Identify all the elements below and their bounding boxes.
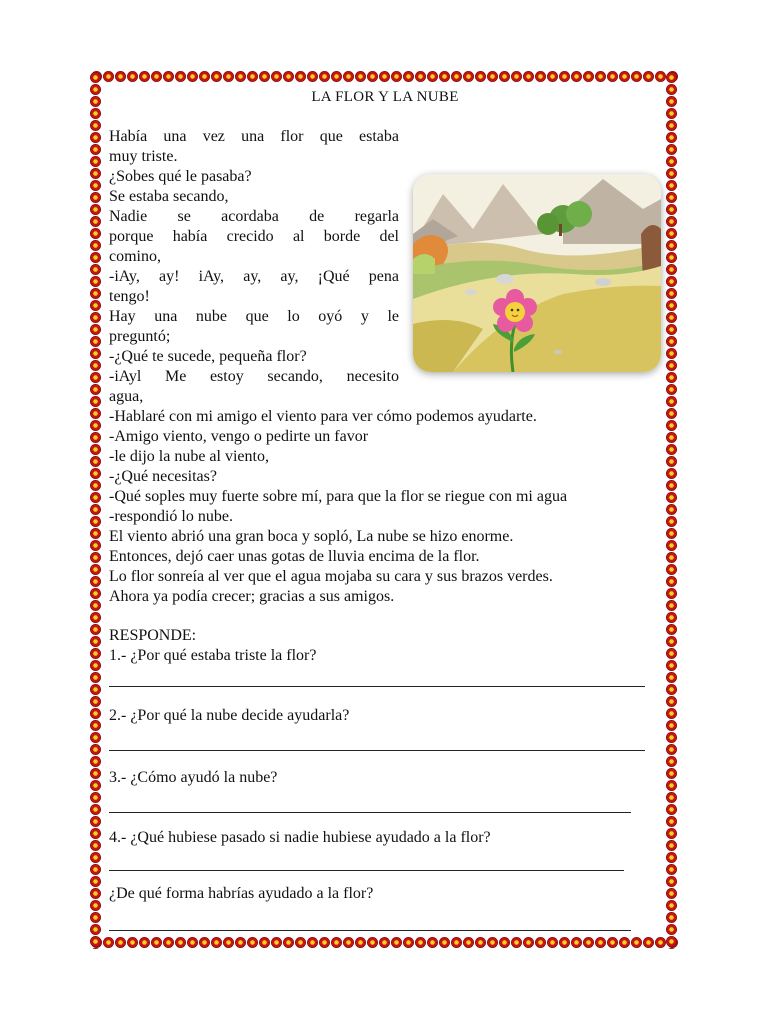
border-flower-icon	[666, 804, 677, 815]
border-flower-icon	[439, 937, 450, 948]
border-flower-icon	[547, 71, 558, 82]
story-line: -Qué soples muy fuerte sobre mí, para que la flor se riegue con mi agua	[109, 488, 568, 505]
border-flower-icon	[199, 937, 210, 948]
border-flower-icon	[90, 456, 101, 467]
border-flower-icon	[90, 468, 101, 479]
border-flower-icon	[283, 71, 294, 82]
story-line: muy triste.	[109, 148, 178, 165]
border-flower-icon	[163, 937, 174, 948]
border-flower-icon	[90, 516, 101, 527]
border-flower-icon	[90, 96, 101, 107]
border-flower-icon	[271, 71, 282, 82]
border-flower-icon	[666, 900, 677, 911]
border-flower-icon	[367, 71, 378, 82]
border-flower-icon	[90, 864, 101, 875]
border-flower-icon	[666, 948, 677, 950]
border-flower-icon	[595, 937, 606, 948]
border-flower-icon	[571, 937, 582, 948]
border-flower-icon	[259, 937, 270, 948]
border-flower-icon	[151, 71, 162, 82]
border-flower-icon	[666, 696, 677, 707]
story-line: Se estaba secando,	[109, 188, 229, 205]
border-flower-icon	[666, 864, 677, 875]
border-flower-icon	[295, 937, 306, 948]
border-flower-icon	[90, 756, 101, 767]
border-flower-icon	[475, 71, 486, 82]
story-line: Hay una nube que lo oyó y le	[109, 308, 399, 325]
answer-line-1	[109, 686, 645, 687]
border-flower-icon	[655, 71, 666, 82]
border-flower-icon	[90, 816, 101, 827]
story-line: preguntó;	[109, 328, 171, 345]
border-flower-icon	[355, 71, 366, 82]
border-flower-icon	[90, 900, 101, 911]
border-flower-icon	[90, 552, 101, 563]
border-flower-icon	[90, 528, 101, 539]
border-flower-icon	[666, 876, 677, 887]
border-flower-icon	[90, 828, 101, 839]
border-flower-icon	[666, 624, 677, 635]
border-flower-icon	[90, 192, 101, 203]
border-flower-icon	[90, 120, 101, 131]
border-flower-icon	[666, 72, 677, 83]
flower-meadow-illustration	[413, 174, 661, 372]
border-flower-icon	[90, 804, 101, 815]
border-flower-icon	[655, 937, 666, 948]
border-flower-icon	[90, 396, 101, 407]
border-flower-icon	[511, 937, 522, 948]
border-flower-icon	[379, 937, 390, 948]
border-flower-icon	[666, 336, 677, 347]
answer-line-2	[109, 750, 645, 751]
border-flower-icon	[475, 937, 486, 948]
border-flower-icon	[666, 252, 677, 263]
border-flower-icon	[90, 492, 101, 503]
border-flower-icon	[90, 840, 101, 851]
border-flower-icon	[463, 937, 474, 948]
border-flower-icon	[666, 372, 677, 383]
border-flower-icon	[90, 792, 101, 803]
border-flower-icon	[499, 937, 510, 948]
border-flower-icon	[666, 600, 677, 611]
border-flower-icon	[90, 912, 101, 923]
border-flower-icon	[666, 840, 677, 851]
story-line: -le dijo la nube al viento,	[109, 448, 269, 465]
border-flower-icon	[403, 71, 414, 82]
border-flower-icon	[90, 948, 101, 950]
border-flower-icon	[90, 504, 101, 515]
border-flower-icon	[283, 937, 294, 948]
border-flower-icon	[666, 192, 677, 203]
border-flower-icon	[511, 71, 522, 82]
border-flower-icon	[427, 937, 438, 948]
border-flower-icon	[307, 937, 318, 948]
border-flower-icon	[451, 71, 462, 82]
border-flower-icon	[666, 492, 677, 503]
story-line: -¿Qué necesitas?	[109, 468, 217, 485]
story-line: Lo flor sonreía al ver que el agua mojaba su cara y sus brazos verdes.	[109, 568, 553, 585]
border-flower-icon	[666, 828, 677, 839]
border-flower-icon	[90, 336, 101, 347]
border-flower-icon	[103, 71, 114, 82]
border-flower-icon	[571, 71, 582, 82]
page-border-right	[666, 71, 678, 949]
border-flower-icon	[547, 937, 558, 948]
border-flower-icon	[90, 708, 101, 719]
border-flower-icon	[90, 288, 101, 299]
border-flower-icon	[666, 588, 677, 599]
story-line: Nadie se acordaba de regarla	[109, 208, 399, 225]
border-flower-icon	[666, 768, 677, 779]
border-flower-icon	[139, 71, 150, 82]
border-flower-icon	[666, 888, 677, 899]
border-flower-icon	[643, 937, 654, 948]
story-line: tengo!	[109, 288, 150, 305]
border-flower-icon	[666, 156, 677, 167]
border-flower-icon	[151, 937, 162, 948]
border-flower-icon	[666, 720, 677, 731]
border-flower-icon	[139, 937, 150, 948]
page-border-left	[90, 71, 102, 949]
border-flower-icon	[391, 71, 402, 82]
border-flower-icon	[90, 588, 101, 599]
border-flower-icon	[666, 408, 677, 419]
border-flower-icon	[666, 660, 677, 671]
border-flower-icon	[535, 937, 546, 948]
question-5: ¿De qué forma habrías ayudado a la flor?	[109, 885, 374, 902]
border-flower-icon	[666, 168, 677, 179]
border-flower-icon	[666, 108, 677, 119]
border-flower-icon	[666, 204, 677, 215]
border-flower-icon	[666, 528, 677, 539]
border-flower-icon	[487, 937, 498, 948]
border-flower-icon	[666, 612, 677, 623]
border-flower-icon	[187, 937, 198, 948]
border-flower-icon	[666, 348, 677, 359]
border-flower-icon	[90, 936, 101, 947]
border-flower-icon	[211, 937, 222, 948]
border-flower-icon	[666, 240, 677, 251]
respond-heading: RESPONDE:	[109, 627, 197, 644]
border-flower-icon	[607, 71, 618, 82]
border-flower-icon	[115, 937, 126, 948]
border-flower-icon	[90, 648, 101, 659]
border-flower-icon	[666, 228, 677, 239]
border-flower-icon	[90, 276, 101, 287]
border-flower-icon	[666, 120, 677, 131]
border-flower-icon	[666, 432, 677, 443]
border-flower-icon	[90, 84, 101, 95]
story-line: -¿Qué te sucede, pequeña flor?	[109, 348, 307, 365]
border-flower-icon	[583, 71, 594, 82]
border-flower-icon	[307, 71, 318, 82]
border-flower-icon	[666, 912, 677, 923]
border-flower-icon	[90, 216, 101, 227]
border-flower-icon	[666, 648, 677, 659]
border-flower-icon	[666, 396, 677, 407]
story-line: -iAyl Me estoy secando, necesito	[109, 368, 399, 385]
story-line: Había una vez una flor que estaba	[109, 128, 399, 145]
border-flower-icon	[90, 384, 101, 395]
story-line: -iAy, ay! iAy, ay, ay, ¡Qué pena	[109, 268, 399, 285]
border-flower-icon	[666, 636, 677, 647]
border-flower-icon	[415, 937, 426, 948]
border-flower-icon	[103, 937, 114, 948]
border-flower-icon	[90, 696, 101, 707]
border-flower-icon	[666, 216, 677, 227]
question-2: 2.- ¿Por qué la nube decide ayudarla?	[109, 707, 350, 724]
border-flower-icon	[666, 444, 677, 455]
story-line: Ahora ya podía crecer; gracias a sus amigos.	[109, 588, 395, 605]
border-flower-icon	[115, 71, 126, 82]
border-flower-icon	[379, 71, 390, 82]
border-flower-icon	[199, 71, 210, 82]
story-line: -Amigo viento, vengo o pedirte un favor	[109, 428, 369, 445]
border-flower-icon	[666, 420, 677, 431]
border-flower-icon	[666, 84, 677, 95]
border-flower-icon	[90, 672, 101, 683]
border-flower-icon	[415, 71, 426, 82]
border-flower-icon	[666, 276, 677, 287]
border-flower-icon	[499, 71, 510, 82]
story-title: LA FLOR Y LA NUBE	[311, 89, 459, 105]
story-line: -Hablaré con mi amigo el viento para ver cómo podemos ayudarte.	[109, 408, 537, 425]
border-flower-icon	[427, 71, 438, 82]
question-4: 4.- ¿Qué hubiese pasado si nadie hubiese ayudado a la flor?	[109, 829, 491, 846]
border-flower-icon	[90, 132, 101, 143]
story-line: ¿Sobes qué le pasaba?	[109, 168, 252, 185]
border-flower-icon	[343, 71, 354, 82]
border-flower-icon	[90, 924, 101, 935]
border-flower-icon	[666, 744, 677, 755]
border-flower-icon	[631, 937, 642, 948]
border-flower-icon	[666, 780, 677, 791]
border-flower-icon	[559, 71, 570, 82]
border-flower-icon	[90, 744, 101, 755]
border-flower-icon	[666, 324, 677, 335]
border-flower-icon	[90, 852, 101, 863]
border-flower-icon	[90, 420, 101, 431]
border-flower-icon	[247, 71, 258, 82]
question-3: 3.- ¿Cómo ayudó la nube?	[109, 769, 278, 786]
border-flower-icon	[463, 71, 474, 82]
border-flower-icon	[451, 937, 462, 948]
page-border-bottom	[90, 937, 678, 949]
border-flower-icon	[666, 756, 677, 767]
border-flower-icon	[666, 792, 677, 803]
border-flower-icon	[487, 71, 498, 82]
border-flower-icon	[559, 937, 570, 948]
border-flower-icon	[90, 348, 101, 359]
border-flower-icon	[666, 516, 677, 527]
border-flower-icon	[90, 312, 101, 323]
border-flower-icon	[235, 71, 246, 82]
border-flower-icon	[666, 672, 677, 683]
border-flower-icon	[666, 576, 677, 587]
border-flower-icon	[523, 937, 534, 948]
border-flower-icon	[666, 504, 677, 515]
border-flower-icon	[666, 684, 677, 695]
border-flower-icon	[90, 156, 101, 167]
border-flower-icon	[90, 780, 101, 791]
border-flower-icon	[90, 324, 101, 335]
border-flower-icon	[90, 228, 101, 239]
border-flower-icon	[90, 612, 101, 623]
story-line: agua,	[109, 388, 144, 405]
border-flower-icon	[90, 876, 101, 887]
border-flower-icon	[187, 71, 198, 82]
border-flower-icon	[90, 540, 101, 551]
border-flower-icon	[666, 924, 677, 935]
border-flower-icon	[90, 432, 101, 443]
border-flower-icon	[90, 720, 101, 731]
border-flower-icon	[331, 937, 342, 948]
story-line: El viento abrió una gran boca y sopló, La nube se hizo enorme.	[109, 528, 514, 545]
border-flower-icon	[666, 264, 677, 275]
border-flower-icon	[343, 937, 354, 948]
border-flower-icon	[90, 444, 101, 455]
border-flower-icon	[211, 71, 222, 82]
border-flower-icon	[619, 71, 630, 82]
border-flower-icon	[666, 132, 677, 143]
border-flower-icon	[666, 96, 677, 107]
border-flower-icon	[90, 168, 101, 179]
answer-line-5	[109, 930, 631, 931]
story-line: -respondió lo nube.	[109, 508, 233, 525]
border-flower-icon	[439, 71, 450, 82]
border-flower-icon	[223, 71, 234, 82]
border-flower-icon	[666, 468, 677, 479]
border-flower-icon	[90, 360, 101, 371]
border-flower-icon	[666, 480, 677, 491]
page-border-top	[90, 71, 678, 83]
border-flower-icon	[90, 576, 101, 587]
border-flower-icon	[666, 144, 677, 155]
border-flower-icon	[90, 660, 101, 671]
border-flower-icon	[367, 937, 378, 948]
story-line: porque había crecido al borde del	[109, 228, 399, 245]
border-flower-icon	[666, 360, 677, 371]
border-flower-icon	[90, 204, 101, 215]
answer-line-4	[109, 870, 624, 871]
border-flower-icon	[175, 71, 186, 82]
border-flower-icon	[666, 708, 677, 719]
border-flower-icon	[666, 564, 677, 575]
border-flower-icon	[90, 408, 101, 419]
border-flower-icon	[666, 732, 677, 743]
border-flower-icon	[90, 72, 101, 83]
border-flower-icon	[127, 937, 138, 948]
border-flower-icon	[319, 937, 330, 948]
border-flower-icon	[666, 384, 677, 395]
border-flower-icon	[90, 564, 101, 575]
border-flower-icon	[127, 71, 138, 82]
border-flower-icon	[90, 636, 101, 647]
border-flower-icon	[666, 180, 677, 191]
border-flower-icon	[90, 732, 101, 743]
border-flower-icon	[247, 937, 258, 948]
border-flower-icon	[666, 552, 677, 563]
border-flower-icon	[666, 456, 677, 467]
border-flower-icon	[666, 936, 677, 947]
border-flower-icon	[175, 937, 186, 948]
border-flower-icon	[619, 937, 630, 948]
border-flower-icon	[163, 71, 174, 82]
border-flower-icon	[666, 312, 677, 323]
border-flower-icon	[295, 71, 306, 82]
border-flower-icon	[583, 937, 594, 948]
border-flower-icon	[90, 180, 101, 191]
border-flower-icon	[595, 71, 606, 82]
border-flower-icon	[90, 144, 101, 155]
border-flower-icon	[666, 300, 677, 311]
border-flower-icon	[90, 300, 101, 311]
border-flower-icon	[666, 852, 677, 863]
border-flower-icon	[331, 71, 342, 82]
border-flower-icon	[90, 480, 101, 491]
border-flower-icon	[259, 71, 270, 82]
border-flower-icon	[535, 71, 546, 82]
border-flower-icon	[607, 937, 618, 948]
border-flower-icon	[631, 71, 642, 82]
border-flower-icon	[90, 108, 101, 119]
border-flower-icon	[666, 288, 677, 299]
border-flower-icon	[90, 252, 101, 263]
border-flower-icon	[391, 937, 402, 948]
border-flower-icon	[90, 684, 101, 695]
border-flower-icon	[403, 937, 414, 948]
border-flower-icon	[90, 240, 101, 251]
border-flower-icon	[666, 816, 677, 827]
story-line: comino,	[109, 248, 161, 265]
border-flower-icon	[666, 540, 677, 551]
border-flower-icon	[355, 937, 366, 948]
border-flower-icon	[319, 71, 330, 82]
border-flower-icon	[90, 888, 101, 899]
border-flower-icon	[223, 937, 234, 948]
border-flower-icon	[523, 71, 534, 82]
border-flower-icon	[90, 600, 101, 611]
border-flower-icon	[90, 372, 101, 383]
border-flower-icon	[90, 624, 101, 635]
border-flower-icon	[643, 71, 654, 82]
border-flower-icon	[271, 937, 282, 948]
question-1: 1.- ¿Por qué estaba triste la flor?	[109, 647, 317, 664]
border-flower-icon	[90, 264, 101, 275]
border-flower-icon	[90, 768, 101, 779]
border-flower-icon	[235, 937, 246, 948]
answer-line-3	[109, 812, 631, 813]
story-line: Entonces, dejó caer unas gotas de lluvia encima de la flor.	[109, 548, 480, 565]
